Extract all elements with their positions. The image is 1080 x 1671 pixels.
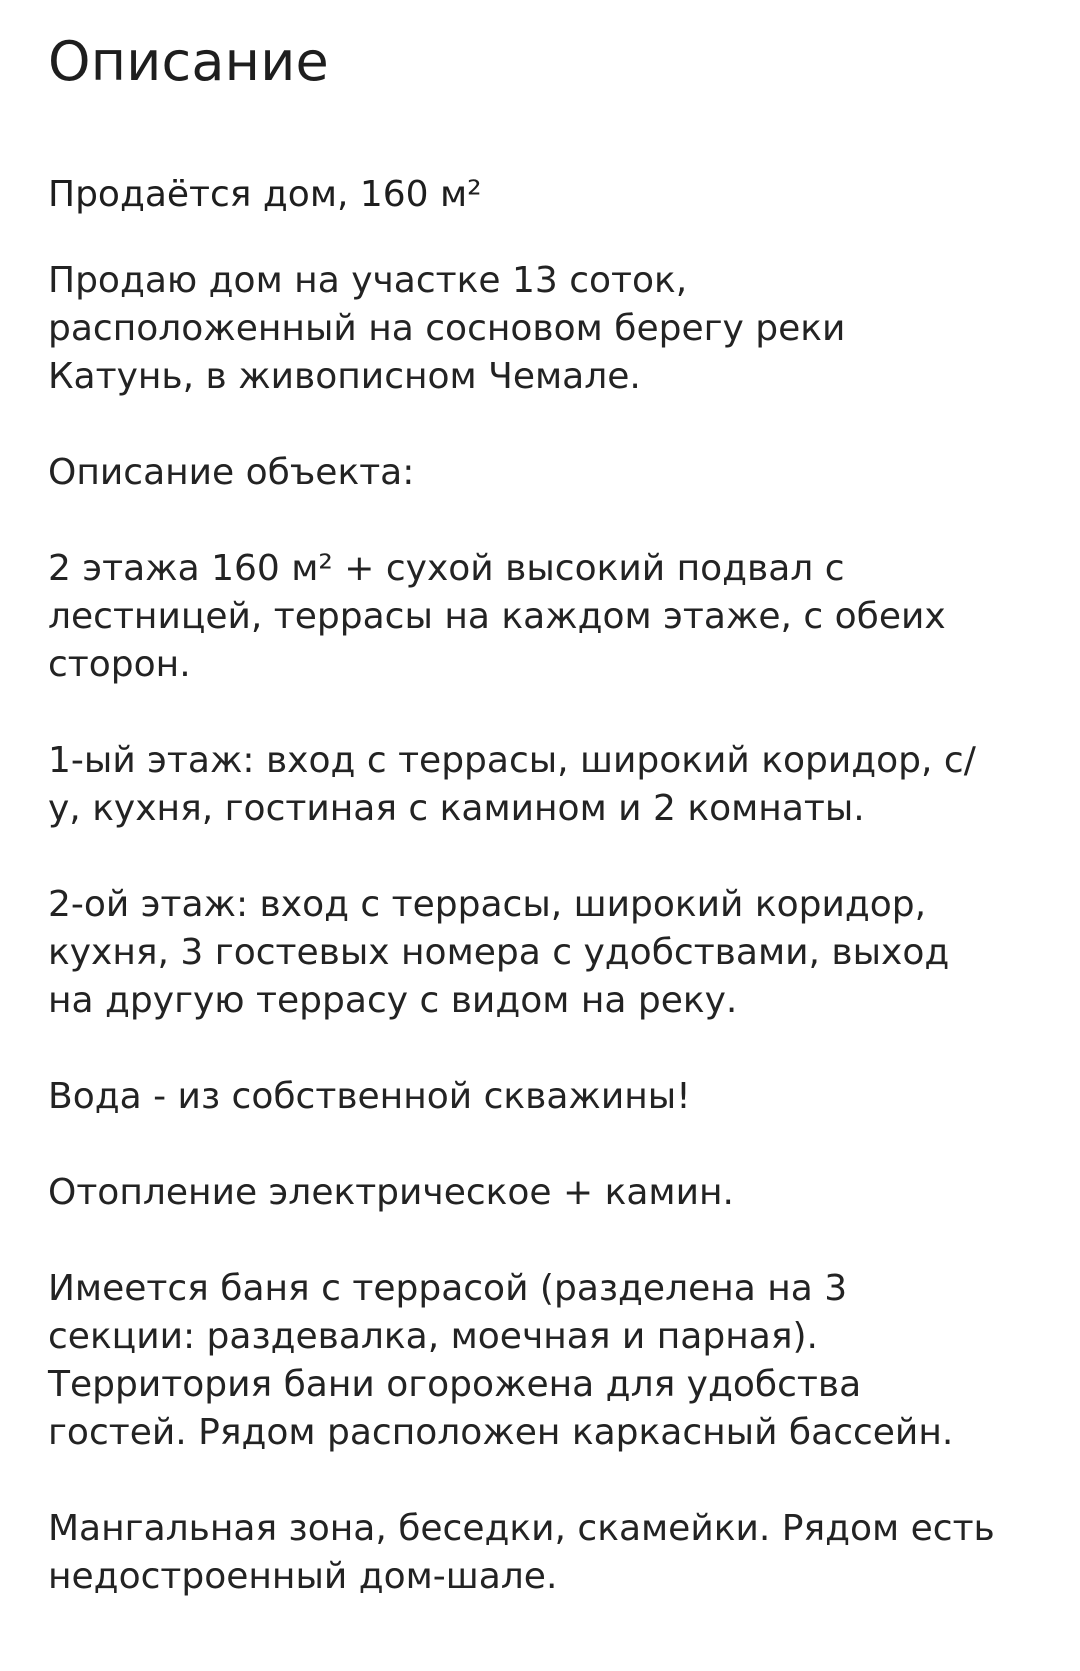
description-paragraph <box>48 1169 1038 1217</box>
description-line: кухня, 3 гостевых номера с удобствами, выход <box>48 932 950 973</box>
description-line: 1-ый этаж: вход с террасы, широкий коридор, с/ <box>48 740 976 781</box>
description-line: недостроенный дом-шале. <box>48 1556 558 1597</box>
description-line: Территория бани огорожена для удобства <box>48 1364 862 1405</box>
description-line: Имеется баня с террасой (разделена на 3 <box>48 1268 848 1309</box>
description-paragraph <box>48 1505 1038 1601</box>
description-line: Мангальная зона, беседки, скамейки. Рядом есть <box>48 1508 995 1549</box>
description-paragraph <box>48 881 1038 1025</box>
description-line: Вода - из собственной скважины! <box>48 1076 691 1117</box>
description-paragraph <box>48 257 1038 401</box>
description-line: у, кухня, гостиная с камином и 2 комнаты. <box>48 788 865 829</box>
description-line: Описание объекта: <box>48 452 415 493</box>
description-line: 2-ой этаж: вход с террасы, широкий коридор, <box>48 884 927 925</box>
description-line: Продаю дом на участке 13 соток, <box>48 260 688 301</box>
description-paragraph <box>48 1265 1038 1457</box>
description-line: лестницей, террасы на каждом этаже, с обеих <box>48 596 946 637</box>
description-line: 2 этажа 160 м² + сухой высокий подвал с <box>48 548 845 589</box>
description-paragraph <box>48 1073 1038 1121</box>
description-paragraph <box>48 545 1038 689</box>
description-body <box>48 257 1038 1649</box>
description-line: на другую террасу с видом на реку. <box>48 980 738 1021</box>
description-paragraph <box>48 737 1038 833</box>
section-title: Описание <box>48 30 329 93</box>
description-line: секции: раздевалка, моечная и парная). <box>48 1316 818 1357</box>
description-paragraph <box>48 449 1038 497</box>
description-line: Отопление электрическое + камин. <box>48 1172 734 1213</box>
description-line: Катунь, в живописном Чемале. <box>48 356 641 397</box>
description-line: расположенный на сосновом берегу реки <box>48 308 846 349</box>
description-line: сторон. <box>48 644 191 685</box>
listing-title: Продаётся дом, 160 м² <box>48 174 482 215</box>
description-line: гостей. Рядом расположен каркасный бассейн. <box>48 1412 954 1453</box>
